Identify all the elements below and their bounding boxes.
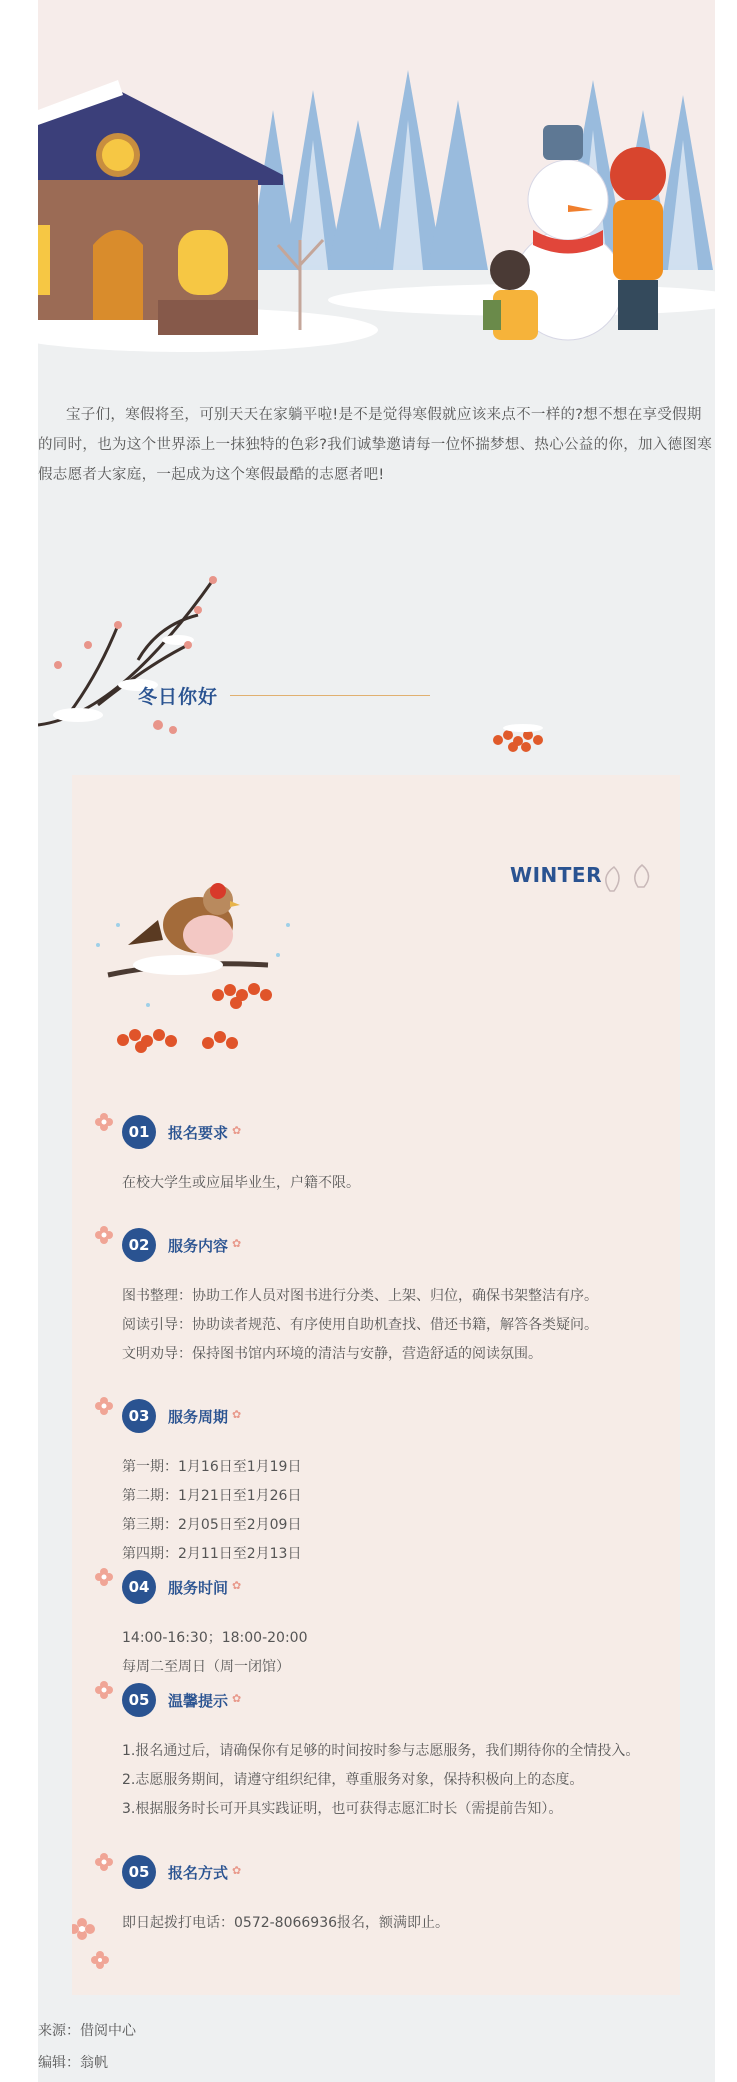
- sparkle-icon: ✿: [232, 1579, 242, 1592]
- item-title: 报名方式: [168, 1864, 229, 1882]
- item-number: 05: [122, 1855, 156, 1889]
- item-body: 1.报名通过后，请确保你有足够的时间按时参与志愿服务，我们期待你的全情投入。 2.志愿服务期间，请遵守组织纪律，尊重服务对象，保持积极向上的态度。 3.根据服务时长可开具实践证明，也可获得志愿汇时长（需提前告知）。: [122, 1743, 640, 1817]
- flower-icon: [94, 1680, 114, 1700]
- flower-cluster-icon: [72, 1915, 132, 1975]
- sparkle-icon: ✿: [232, 1864, 242, 1877]
- bird-on-branch-illustration: [88, 865, 308, 1065]
- source-line: 来源：借阅中心: [38, 2023, 136, 2039]
- snowy-branch-decoration: [38, 565, 715, 755]
- item-body: 在校大学生或应届毕业生，户籍不限。: [122, 1175, 360, 1191]
- sparkle-icon: ✿: [232, 1237, 242, 1250]
- item-number: 01: [122, 1115, 156, 1149]
- sparkle-icon: ✿: [232, 1124, 242, 1137]
- item-number: 04: [122, 1570, 156, 1604]
- item-body: 14:00-16:30；18:00-20:00 每周二至周日（周一闭馆）: [122, 1630, 308, 1675]
- flower-icon: [94, 1396, 114, 1416]
- intro-paragraph: 宝子们，寒假将至，可别天天在家躺平啦!是不是觉得寒假就应该来点不一样的?想不想在享受假期的同时，也为这个世界添上一抹独特的色彩?我们诚挚邀请每一位怀揣梦想、热心公益的你，加入德图寒假志愿者大家庭，一起成为这个寒假最酷的志愿者吧!: [38, 407, 712, 483]
- section-header: [38, 565, 715, 755]
- hero-illustration: [38, 0, 715, 370]
- sparkle-icon: ✿: [232, 1408, 242, 1421]
- item-body: 即日起拨打电话：0572-8066936报名，额满即止。: [122, 1915, 450, 1931]
- article: [38, 0, 715, 2082]
- flower-icon: [94, 1852, 114, 1872]
- item-number: 03: [122, 1399, 156, 1433]
- sparkle-icon: ✿: [232, 1692, 242, 1705]
- flower-icon: [94, 1225, 114, 1245]
- leaf-icon: [600, 863, 660, 893]
- item-number: 05: [122, 1683, 156, 1717]
- section-title: 冬日你好: [138, 686, 219, 708]
- flower-icon: [94, 1112, 114, 1132]
- flower-icon: [94, 1567, 114, 1587]
- winter-heading: WINTER: [510, 863, 602, 887]
- section-title-underline: [230, 695, 430, 696]
- item-body: 第一期：1月16日至1月19日 第二期：1月21日至1月26日 第三期：2月05日至2月09日 第四期：2月11日至2月13日: [122, 1459, 302, 1562]
- editor-line: 编辑：翁帆: [38, 2055, 108, 2071]
- item-title: 服务内容: [168, 1237, 229, 1255]
- item-title: 温馨提示: [168, 1692, 229, 1710]
- item-body: 图书整理：协助工作人员对图书进行分类、上架、归位，确保书架整洁有序。 阅读引导：协助读者规范、有序使用自助机查找、借还书籍，解答各类疑问。 文明劝导：保持图书馆内环境的清洁与安静，营造舒适的阅读氛围。: [122, 1288, 598, 1362]
- item-title: 报名要求: [168, 1124, 229, 1142]
- item-title: 服务时间: [168, 1579, 229, 1597]
- item-number: 02: [122, 1228, 156, 1262]
- info-card: [72, 775, 680, 1995]
- item-title: 服务周期: [168, 1408, 229, 1426]
